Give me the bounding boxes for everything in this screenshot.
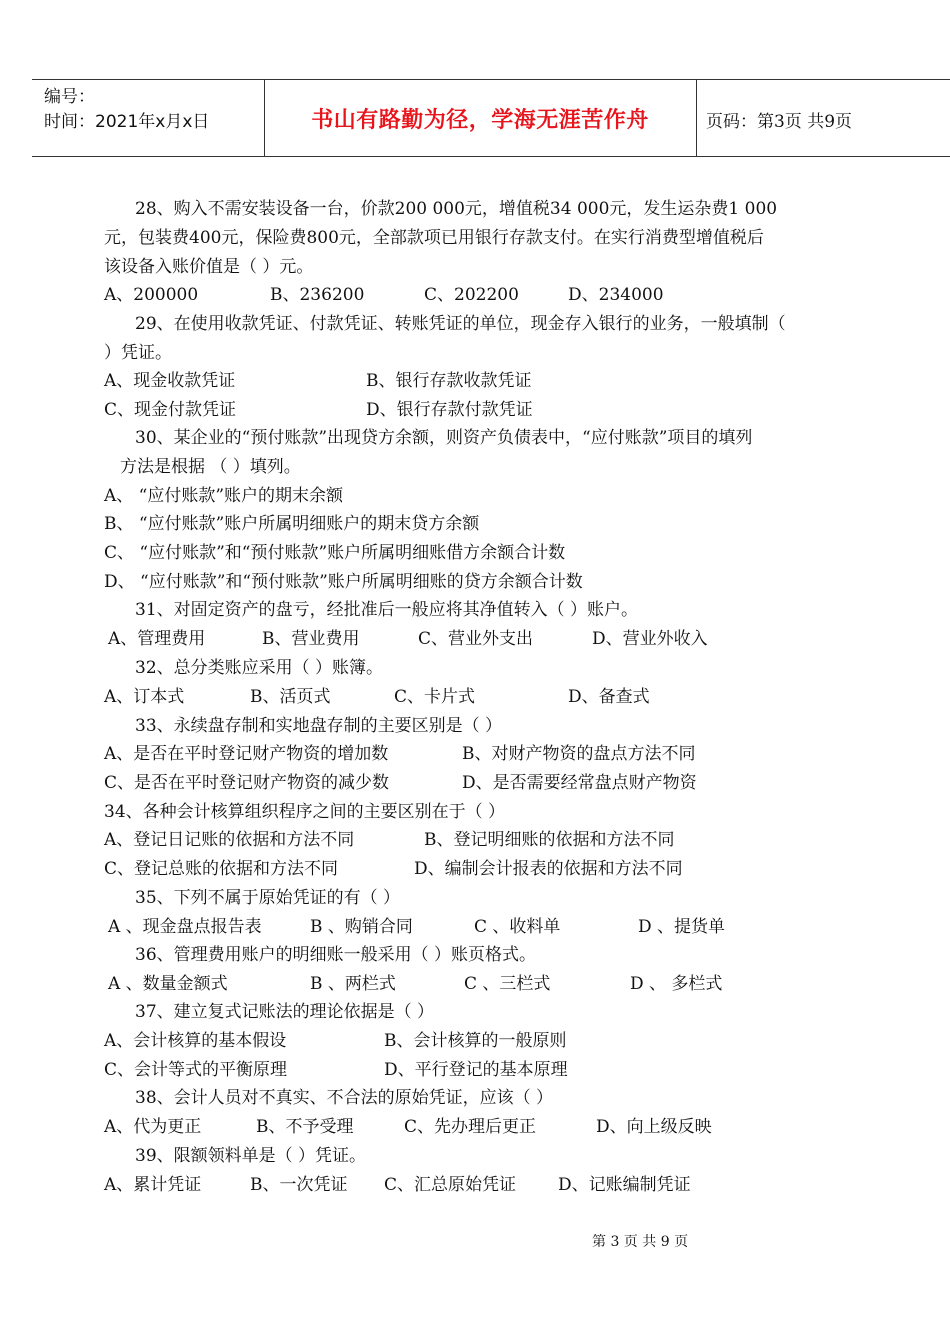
q28-option-b: B、236200 [270, 285, 365, 305]
header-right-cell [696, 80, 950, 156]
q33-option-a: A、是否在平时登记财产物资的增加数 [104, 744, 389, 764]
header-left-cell [32, 80, 265, 156]
q29-stem-line-1: 29、在使用收款凭证、付款凭证、转账凭证的单位，现金存入银行的业务，一般填制（ [135, 314, 786, 334]
q28-option-d: D、234000 [568, 285, 664, 305]
date-label: 时间：2021年x月x日 [44, 112, 210, 132]
q32-option-c: C、卡片式 [394, 687, 476, 707]
q39-option-b: B、一次凭证 [250, 1175, 348, 1195]
q37-option-c: C、会计等式的平衡原理 [104, 1060, 288, 1080]
q37-stem: 37、建立复式记账法的理论依据是（ ） [135, 1002, 435, 1022]
q35-option-c: C 、收料单 [474, 917, 561, 937]
q29-option-b: B、银行存款收款凭证 [366, 371, 532, 391]
q35-option-a: A 、现金盘点报告表 [108, 917, 262, 937]
q36-option-c: C 、三栏式 [464, 974, 551, 994]
q31-option-b: B、营业费用 [262, 629, 360, 649]
q28-stem-line-3: 该设备入账价值是（ ）元。 [104, 257, 314, 277]
header-middle-cell [264, 80, 697, 156]
q30-option-c: C、 “应付账款”和“预付账款”账户所属明细账借方余额合计数 [104, 543, 566, 563]
q39-option-d: D、记账编制凭证 [558, 1175, 691, 1195]
q31-stem: 31、对固定资产的盘亏，经批准后一般应将其净值转入（ ）账户。 [135, 600, 639, 620]
q32-stem: 32、总分类账应采用（ ）账簿。 [135, 658, 384, 678]
q33-option-b: B、对财产物资的盘点方法不同 [462, 744, 696, 764]
q35-stem: 35、下列不属于原始凭证的有（ ） [135, 888, 401, 908]
q37-option-d: D、平行登记的基本原理 [384, 1060, 568, 1080]
q34-option-b: B、登记明细账的依据和方法不同 [424, 830, 675, 850]
q31-option-c: C、营业外支出 [418, 629, 534, 649]
q39-option-a: A、累计凭证 [104, 1175, 202, 1195]
q35-option-b: B 、购销合同 [310, 917, 413, 937]
q29-option-c: C、现金付款凭证 [104, 400, 237, 420]
q32-option-d: D、备查式 [568, 687, 650, 707]
q34-option-a: A、登记日记账的依据和方法不同 [104, 830, 355, 850]
page-footer: 第 3 页 共 9 页 [592, 1234, 689, 1250]
q29-option-d: D、银行存款付款凭证 [366, 400, 533, 420]
q28-option-a: A、200000 [104, 285, 199, 305]
q33-option-c: C、是否在平时登记财产物资的减少数 [104, 773, 390, 793]
q38-option-d: D、向上级反映 [596, 1117, 712, 1137]
q28-stem-line-1: 28、购入不需安装设备一台，价款200 000元，增值税34 000元，发生运杂费1 000 [135, 199, 778, 219]
q32-option-b: B、活页式 [250, 687, 331, 707]
q31-option-a: A、管理费用 [108, 629, 206, 649]
q34-stem: 34、各种会计核算组织程序之间的主要区别在于（ ） [104, 802, 506, 822]
q39-stem: 39、限额领料单是（ ）凭证。 [135, 1146, 367, 1166]
serial-number-label: 编号： [44, 87, 95, 107]
q28-option-c: C、202200 [424, 285, 519, 305]
q30-option-d: D、 “应付账款”和“预付账款”账户所属明细账的贷方余额合计数 [104, 572, 583, 592]
q34-option-c: C、登记总账的依据和方法不同 [104, 859, 339, 879]
q34-option-d: D、编制会计报表的依据和方法不同 [414, 859, 683, 879]
q36-option-d: D 、 多栏式 [630, 974, 723, 994]
q30-option-a: A、 “应付账款”账户的期末余额 [104, 486, 344, 506]
q32-option-a: A、订本式 [104, 687, 185, 707]
q30-stem-line-2: 方法是根据 （ ）填列。 [120, 457, 301, 477]
q29-option-a: A、现金收款凭证 [104, 371, 236, 391]
motto-text: 书山有路勤为径，学海无涯苦作舟 [311, 107, 649, 133]
q36-stem: 36、管理费用账户的明细账一般采用（ ）账页格式。 [135, 945, 537, 965]
q33-stem: 33、永续盘存制和实地盘存制的主要区别是（ ） [135, 716, 503, 736]
q30-stem-line-1: 30、某企业的“预付账款”出现贷方余额，则资产负债表中，“应付账款”项目的填列 [135, 428, 753, 448]
page-header [32, 79, 950, 157]
q30-option-b: B、 “应付账款”账户所属明细账户的期末贷方余额 [104, 514, 480, 534]
q37-option-b: B、会计核算的一般原则 [384, 1031, 567, 1051]
q38-stem: 38、会计人员对不真实、不合法的原始凭证，应该（ ） [135, 1088, 554, 1108]
q35-option-d: D 、提货单 [638, 917, 726, 937]
q38-option-b: B、不予受理 [256, 1117, 354, 1137]
q36-option-b: B 、两栏式 [310, 974, 396, 994]
q39-option-c: C、汇总原始凭证 [384, 1175, 517, 1195]
q29-stem-line-2: ）凭证。 [104, 343, 172, 363]
header-page-info: 页码：第3页 共9页 [706, 112, 853, 132]
q36-option-a: A 、数量金额式 [108, 974, 228, 994]
q37-option-a: A、会计核算的基本假设 [104, 1031, 287, 1051]
q33-option-d: D、是否需要经常盘点财产物资 [462, 773, 697, 793]
q38-option-a: A、代为更正 [104, 1117, 202, 1137]
q28-stem-line-2: 元，包装费400元，保险费800元，全部款项已用银行存款支付。在实行消费型增值税后 [104, 228, 764, 248]
q31-option-d: D、营业外收入 [592, 629, 708, 649]
q38-option-c: C、先办理后更正 [404, 1117, 537, 1137]
